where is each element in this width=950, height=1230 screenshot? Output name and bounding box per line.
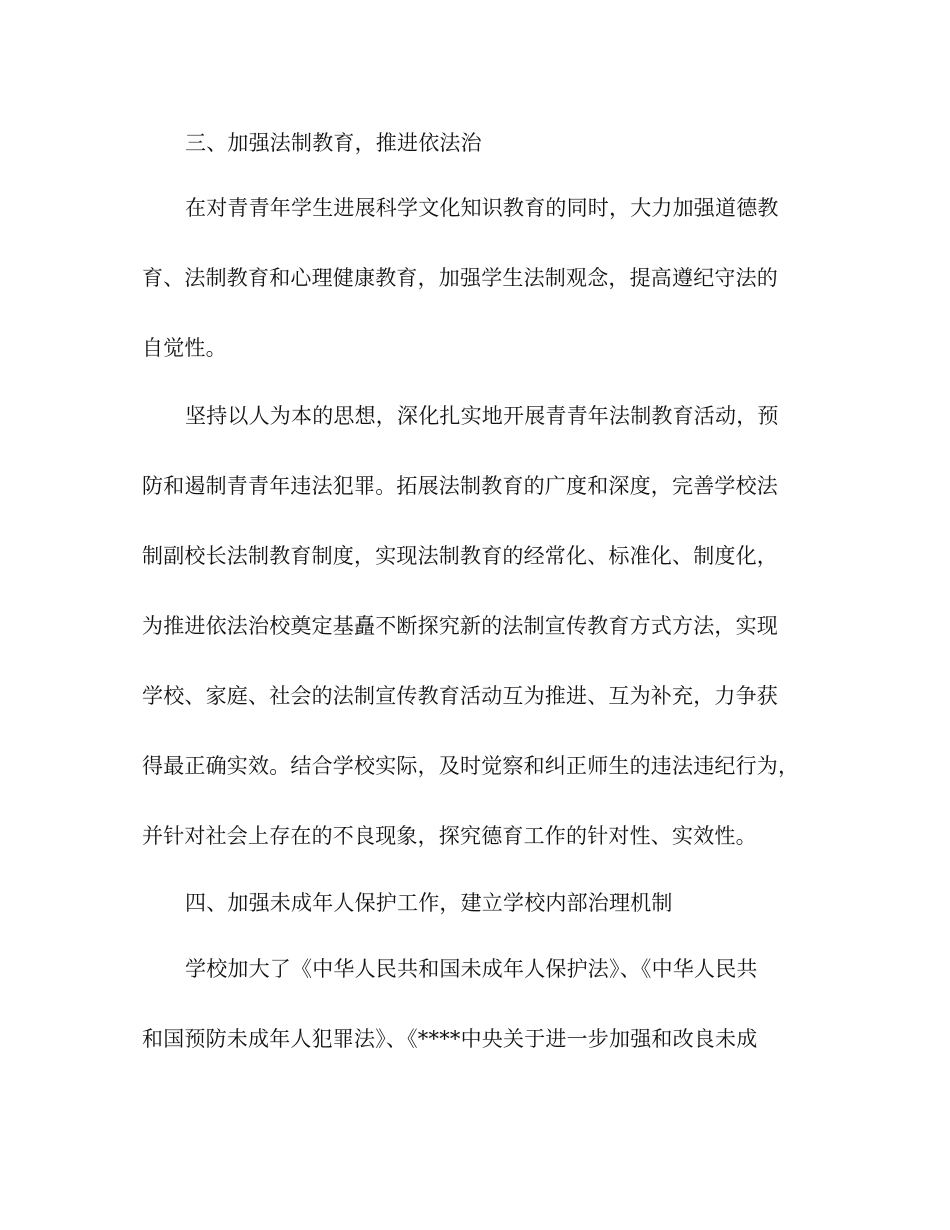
paragraph-1-line-1: 在对青青年学生进展科学文化知识教育的同时，大力加强道德教 [185,196,779,220]
paragraph-2-line-5: 学校、家庭、社会的法制宣传教育活动互为推进、互为补充，力争获 [142,684,778,708]
paragraph-3-line-1: 学校加大了《中华人民共和国未成年人保护法》、《中华人民共 [185,957,758,981]
section-heading-4: 四、加强未成年人保护工作，建立学校内部治理机制 [185,891,673,915]
paragraph-2-line-4: 为推进依法治校奠定基矗不断探究新的法制宣传教育方式方法，实现 [142,614,778,638]
paragraph-2-line-2: 防和遏制青青年违法犯罪。拓展法制教育的广度和深度，完善学校法 [142,474,778,498]
paragraph-2-line-1: 坚持以人为本的思想，深化扎实地开展青青年法制教育活动，预 [185,404,779,428]
paragraph-1-line-3: 自觉性。 [142,336,227,360]
paragraph-2-line-3: 制副校长法制教育制度，实现法制教育的经常化、标准化、制度化， [142,544,778,568]
paragraph-3-line-2: 和国预防未成年人犯罪法》、《****中央关于进一步加强和改良未成 [142,1027,758,1051]
paragraph-1-line-2: 育、法制教育和心理健康教育，加强学生法制观念，提高遵纪守法的 [142,266,778,290]
paragraph-2-line-6: 得最正确实效。结合学校实际，及时觉察和纠正师生的违法违纪行为， [142,754,800,778]
section-heading-3: 三、加强法制教育，推进依法治 [185,131,482,155]
paragraph-2-line-7: 并针对社会上存在的不良现象，探究德育工作的针对性、实效性。 [142,824,757,848]
